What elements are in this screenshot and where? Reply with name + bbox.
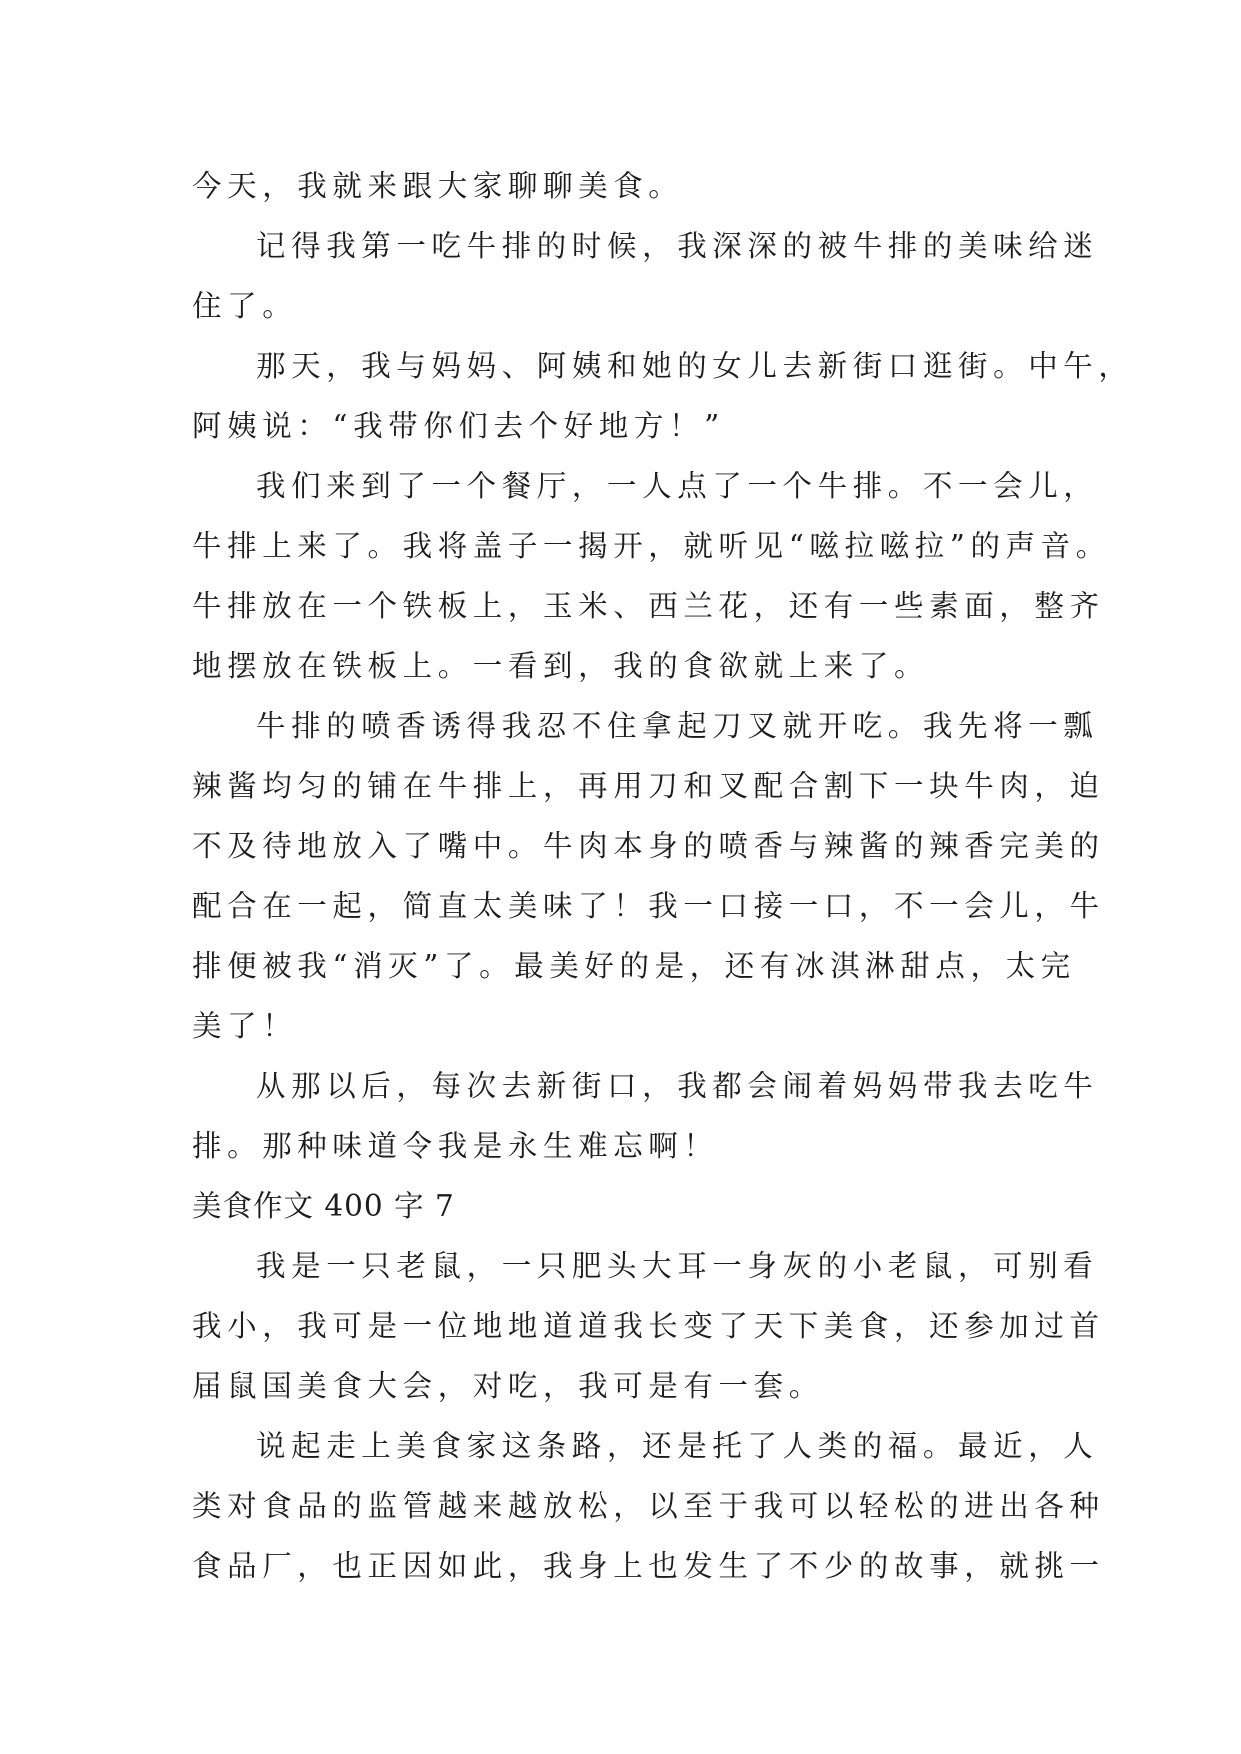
text-line: 我小，我可是一位地地道道我长变了天下美食，还参加过首 bbox=[192, 1309, 1105, 1343]
text-line: 牛排上来了。我将盖子一揭开，就听见“嗞拉嗞拉”的声音。 bbox=[192, 529, 1111, 563]
document-body bbox=[192, 156, 1134, 1596]
text-line: 牛排放在一个铁板上，玉米、西兰花，还有一些素面，整齐 bbox=[192, 589, 1105, 623]
text-line: 辣酱均匀的铺在牛排上，再用刀和叉配合割下一块牛肉，迫 bbox=[192, 769, 1105, 803]
text-line: 住了。 bbox=[192, 289, 298, 323]
text-line: 配合在一起，简直太美味了！我一口接一口，不一会儿，牛 bbox=[192, 889, 1105, 923]
text-line: 牛排的喷香诱得我忍不住拿起刀叉就开吃。我先将一瓢 bbox=[256, 709, 1099, 743]
text-line: 从那以后，每次去新街口，我都会闹着妈妈带我去吃牛 bbox=[256, 1069, 1099, 1103]
text-line: 今天，我就来跟大家聊聊美食。 bbox=[192, 169, 684, 203]
text-line: 食品厂，也正因如此，我身上也发生了不少的故事，就挑一 bbox=[192, 1549, 1105, 1583]
text-line: 地摆放在铁板上。一看到，我的食欲就上来了。 bbox=[192, 649, 930, 683]
text-line: 不及待地放入了嘴中。牛肉本身的喷香与辣酱的辣香完美的 bbox=[192, 829, 1105, 863]
section-heading: 美食作文 400 字 7 bbox=[192, 1189, 455, 1223]
text-line: 届鼠国美食大会，对吃，我可是有一套。 bbox=[192, 1369, 824, 1403]
text-line: 说起走上美食家这条路，还是托了人类的福。最近，人 bbox=[256, 1429, 1099, 1463]
text-line: 我是一只老鼠，一只肥头大耳一身灰的小老鼠，可别看 bbox=[256, 1249, 1099, 1283]
text-line: 我们来到了一个餐厅，一人点了一个牛排。不一会儿， bbox=[256, 469, 1099, 503]
text-line: 记得我第一吃牛排的时候，我深深的被牛排的美味给迷 bbox=[256, 229, 1099, 263]
text-line: 美了！ bbox=[192, 1009, 298, 1043]
text-line: 那天，我与妈妈、阿姨和她的女儿去新街口逛街。中午， bbox=[256, 349, 1134, 383]
text-line: 类对食品的监管越来越放松，以至于我可以轻松的进出各种 bbox=[192, 1489, 1105, 1523]
text-line: 排便被我“消灭”了。最美好的是，还有冰淇淋甜点，太完 bbox=[192, 949, 1076, 983]
text-line: 排。那种味道令我是永生难忘啊！ bbox=[192, 1129, 719, 1163]
text-line: 阿姨说：“我带你们去个好地方！” bbox=[192, 409, 725, 443]
